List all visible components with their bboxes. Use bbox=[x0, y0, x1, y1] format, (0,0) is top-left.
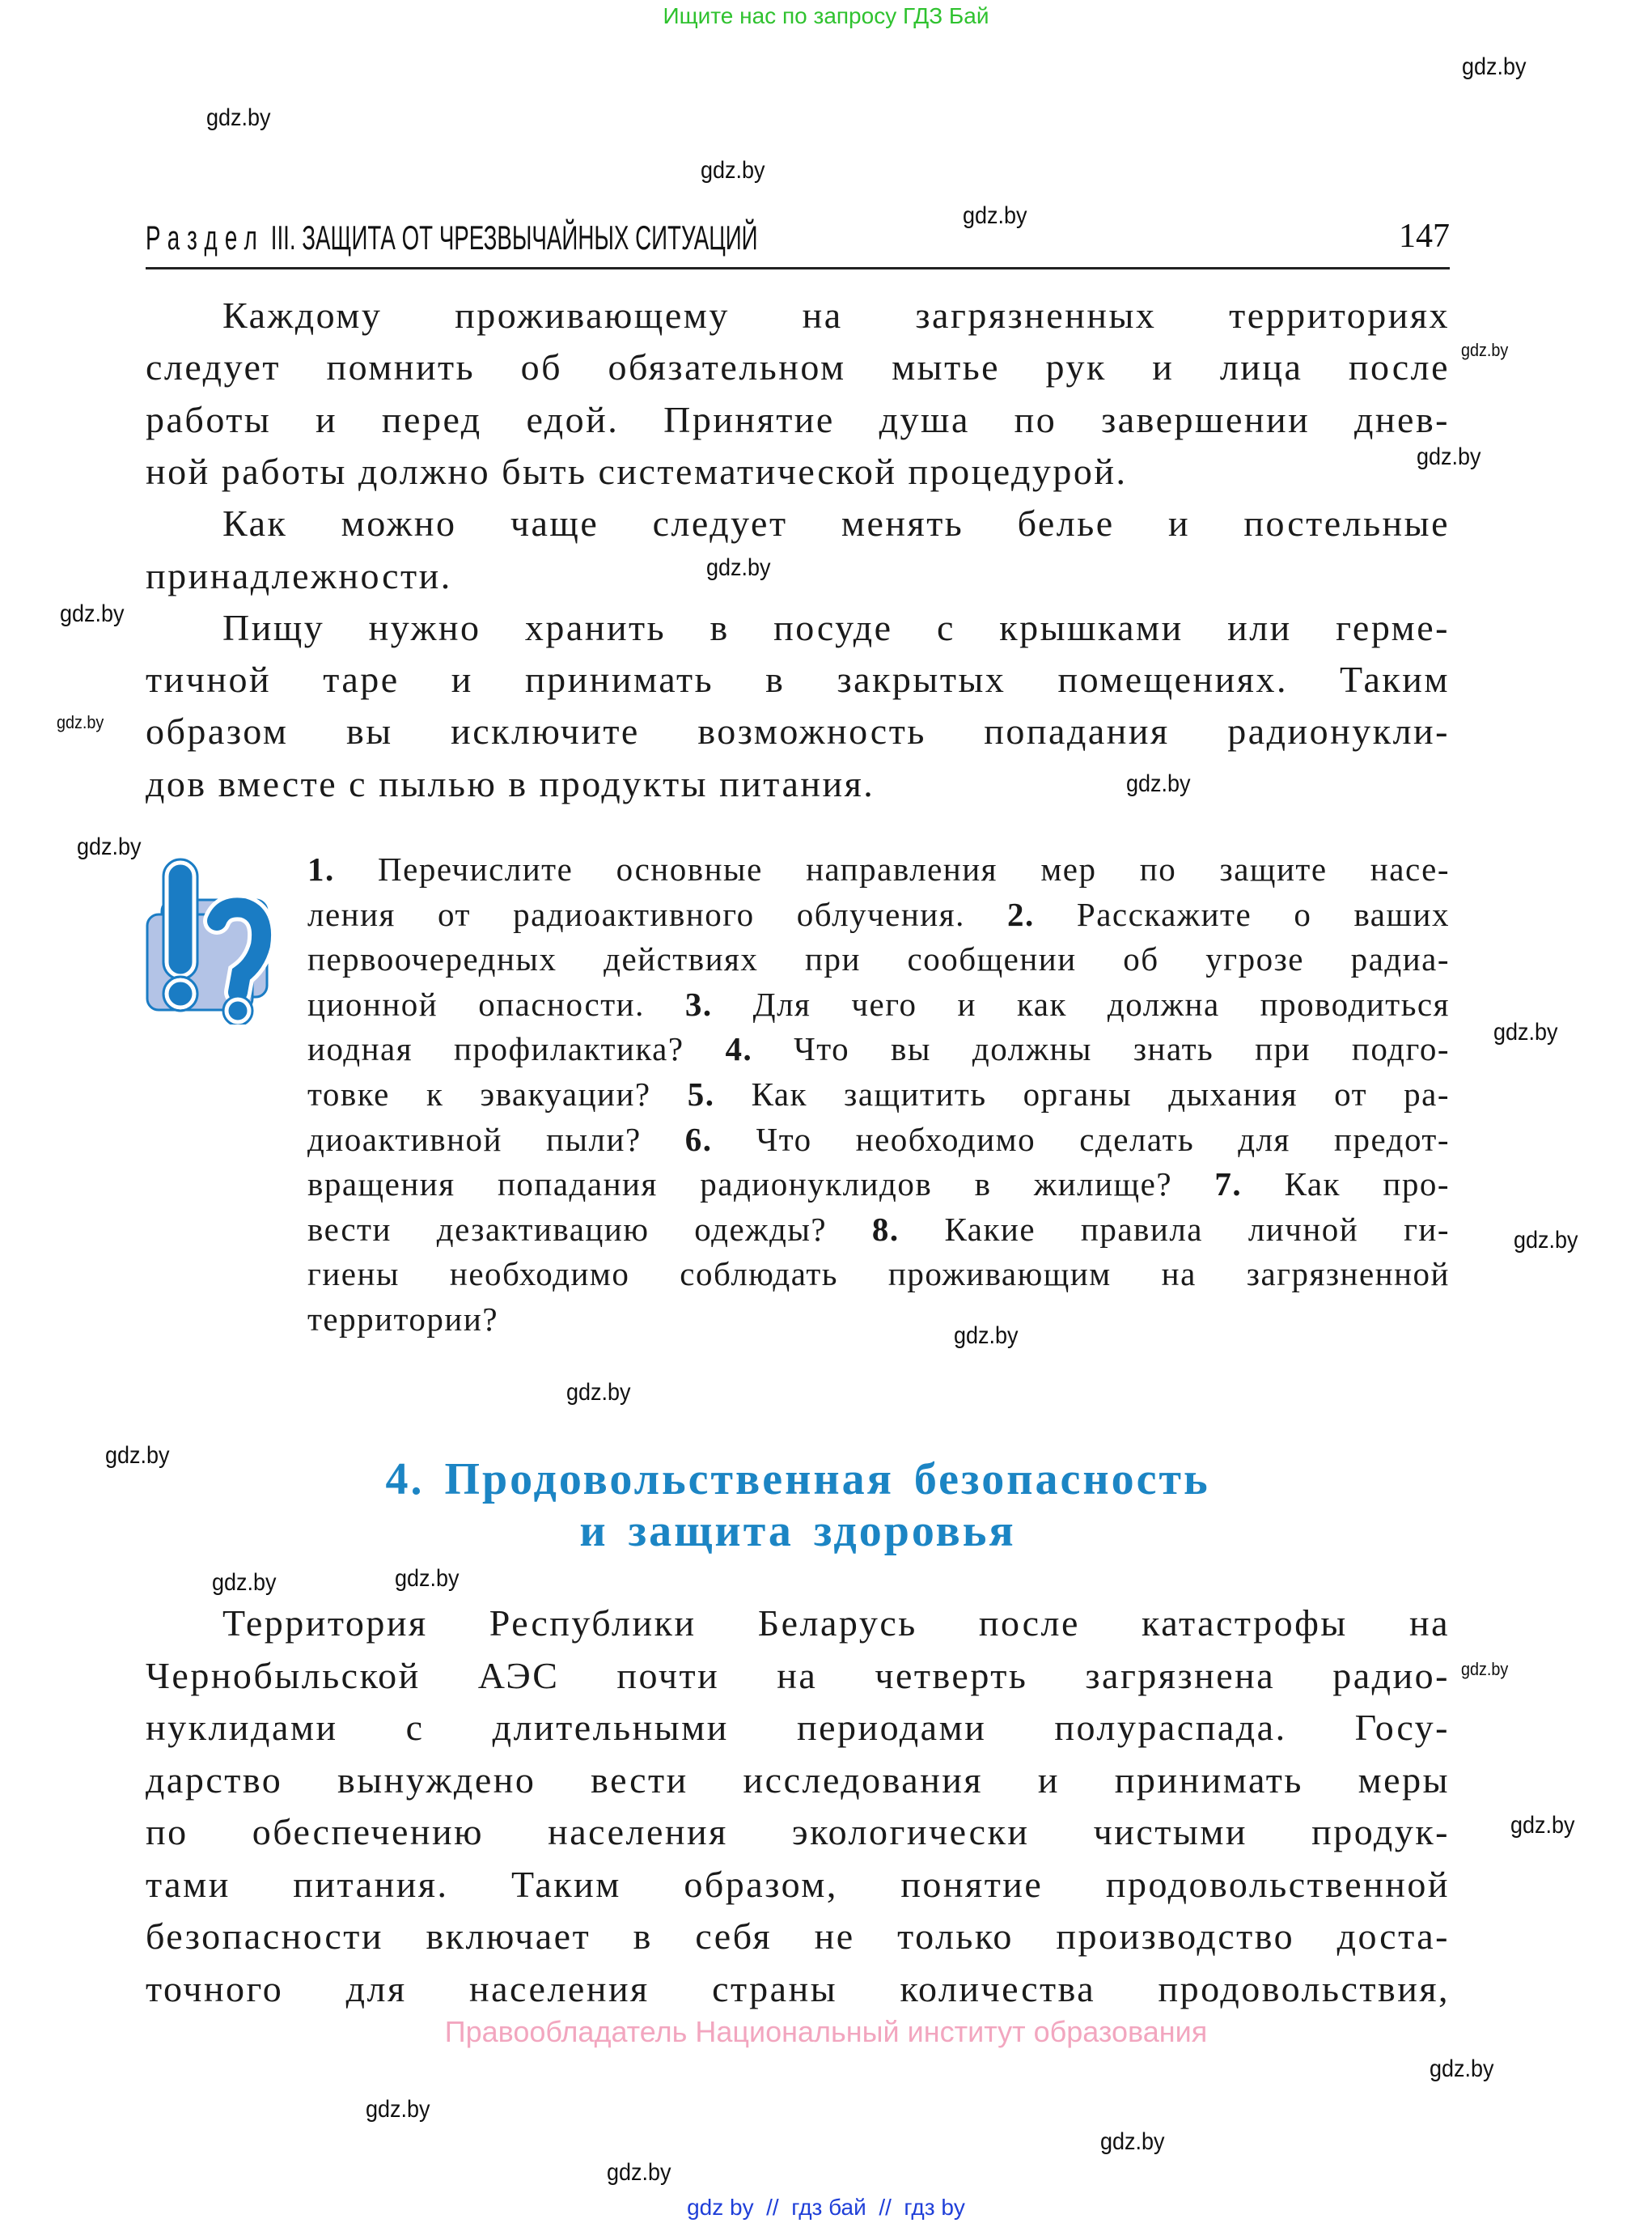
watermark: gdz.by bbox=[60, 600, 125, 627]
question-text: Для чего и как должна проводиться bbox=[712, 985, 1450, 1023]
question-text: Расскажите о ваших bbox=[1034, 895, 1450, 933]
section-heading-line-1: 4. Продовольственная безопасность bbox=[385, 1454, 1210, 1504]
question-line bbox=[307, 1161, 1450, 1207]
text-line: Чернобыльской АЭС почти на четверть загрязнена радио- bbox=[146, 1654, 1450, 1696]
text-line: нуклидами с длительными периодами полураспада. Госу- bbox=[146, 1707, 1450, 1748]
question-text: Перечислите основные направления мер по защите насе- bbox=[334, 851, 1450, 888]
watermark: gdz.by bbox=[1126, 770, 1191, 797]
text-line: дарство вынуждено вести исследования и принимать меры bbox=[146, 1758, 1450, 1801]
watermark: gdz.by bbox=[212, 1569, 277, 1596]
watermark: gdz.by bbox=[566, 1379, 631, 1406]
watermark: gdz.by bbox=[701, 157, 765, 184]
section-label bbox=[146, 218, 758, 257]
watermark: gdz.by bbox=[1461, 1659, 1509, 1679]
question-number: 5. bbox=[687, 1075, 715, 1113]
watermark: gdz.by bbox=[1462, 53, 1527, 80]
question-line bbox=[307, 982, 1450, 1027]
question-number: 2. bbox=[1007, 895, 1035, 933]
watermark: gdz.by bbox=[954, 1322, 1019, 1349]
question-text: вращения попадания радионуклидов в жилище? bbox=[307, 1165, 1215, 1203]
text-line: точного для населения страны количества продовольствия, bbox=[146, 1967, 1450, 2009]
watermark: gdz.by bbox=[206, 104, 271, 131]
question-text: товке к эвакуации? bbox=[307, 1075, 688, 1113]
question-line bbox=[307, 892, 1450, 937]
exclamation-question-icon bbox=[142, 855, 275, 1025]
watermark: gdz.by bbox=[1510, 1812, 1575, 1839]
question-text: первоочередных действиях при сообщении об угрозе радиа- bbox=[307, 940, 1450, 978]
text-line: тичной таре и принимать в закрытых помещениях. Таким bbox=[146, 659, 1450, 701]
watermark: gdz.by bbox=[105, 1442, 170, 1469]
question-text: Что необходимо сделать для предот- bbox=[712, 1120, 1450, 1158]
question-number: 4. bbox=[725, 1030, 753, 1068]
watermark: gdz.by bbox=[1514, 1227, 1578, 1254]
watermark: gdz.by bbox=[963, 202, 1027, 229]
page-number: 147 bbox=[1399, 218, 1450, 255]
question-text: гиены необходимо соблюдать проживающим на загрязненной bbox=[307, 1255, 1450, 1293]
watermark: gdz.by bbox=[1461, 340, 1509, 360]
question-text: территории? bbox=[307, 1300, 499, 1338]
footer-links[interactable]: gdz by // гдз бай // гдз by bbox=[687, 2195, 965, 2220]
text-line: ной работы должно быть систематической процедурой. bbox=[146, 450, 1128, 492]
watermark: gdz.by bbox=[1100, 2128, 1165, 2155]
watermark: gdz.by bbox=[706, 554, 771, 581]
question-text: Что вы должны знать при подго- bbox=[752, 1030, 1450, 1068]
watermark: gdz.by bbox=[1493, 1019, 1558, 1046]
text-line: безопасности включает в себя не только производство доста- bbox=[146, 1915, 1450, 1957]
watermark: gdz.by bbox=[1430, 2055, 1494, 2082]
question-text: вести дезактивацию одежды? bbox=[307, 1210, 872, 1248]
question-text: Какие правила личной ги- bbox=[899, 1210, 1450, 1248]
question-number: 7. bbox=[1214, 1165, 1243, 1203]
question-line bbox=[307, 1207, 1450, 1252]
section-word: Раздел bbox=[146, 218, 265, 257]
question-text: Как про- bbox=[1242, 1165, 1450, 1203]
question-text: ления от радиоактивного облучения. bbox=[307, 895, 1007, 933]
question-number: 8. bbox=[871, 1210, 900, 1248]
watermark: gdz.by bbox=[395, 1565, 460, 1592]
text-line: Пищу нужно хранить в посуде с крышками или герме- bbox=[222, 606, 1450, 648]
search-hint: Ищите нас по запросу ГДЗ Бай bbox=[663, 3, 989, 28]
question-line bbox=[307, 1251, 1450, 1296]
question-number: 1. bbox=[307, 851, 335, 888]
question-line bbox=[307, 846, 1450, 892]
question-number: 3. bbox=[684, 985, 713, 1023]
section-title: III. ЗАЩИТА ОТ ЧРЕЗВЫЧАЙНЫХ СИТУАЦИЙ bbox=[270, 218, 758, 257]
text-line: следует помнить об обязательном мытье рук и лица после bbox=[146, 346, 1450, 388]
question-number: 6. bbox=[684, 1120, 713, 1158]
question-text: Как защитить органы дыхания от ра- bbox=[714, 1075, 1451, 1113]
text-line: тами питания. Таким образом, понятие продовольственной bbox=[146, 1863, 1450, 1905]
question-line bbox=[307, 1071, 1450, 1117]
question-line bbox=[307, 1296, 498, 1342]
watermark: gdz.by bbox=[1417, 443, 1481, 470]
text-line: по обеспечению населения экологически чистыми продук- bbox=[146, 1811, 1450, 1852]
watermark: gdz.by bbox=[57, 712, 104, 732]
text-line: образом вы исключите возможность попадания радионукли- bbox=[146, 711, 1450, 753]
running-header bbox=[146, 215, 1450, 269]
question-line bbox=[307, 1026, 1450, 1071]
text-line: Территория Республики Беларусь после катастрофы на bbox=[222, 1602, 1450, 1644]
question-line bbox=[307, 1117, 1450, 1162]
text-line: Каждому проживающему на загрязненных территориях bbox=[222, 295, 1450, 336]
watermark: gdz.by bbox=[607, 2159, 671, 2186]
text-line: принадлежности. bbox=[146, 554, 452, 596]
text-line: работы и перед едой. Принятие душа по завершении днев- bbox=[146, 398, 1450, 440]
section-heading-line-2: и защита здоровья bbox=[579, 1506, 1016, 1556]
text-line: Как можно чаще следует менять белье и постельные bbox=[222, 503, 1450, 545]
watermark: gdz.by bbox=[77, 834, 142, 860]
question-line bbox=[307, 936, 1450, 982]
question-text: иодная профилактика? bbox=[307, 1030, 726, 1068]
text-line: дов вместе с пылью в продукты питания. bbox=[146, 762, 875, 804]
watermark: gdz.by bbox=[366, 2096, 430, 2123]
question-text: диоактивной пыли? bbox=[307, 1120, 685, 1158]
question-text: ционной опасности. bbox=[307, 985, 685, 1023]
copyright-notice: Правообладатель Национальный институт образования bbox=[444, 2015, 1208, 2048]
